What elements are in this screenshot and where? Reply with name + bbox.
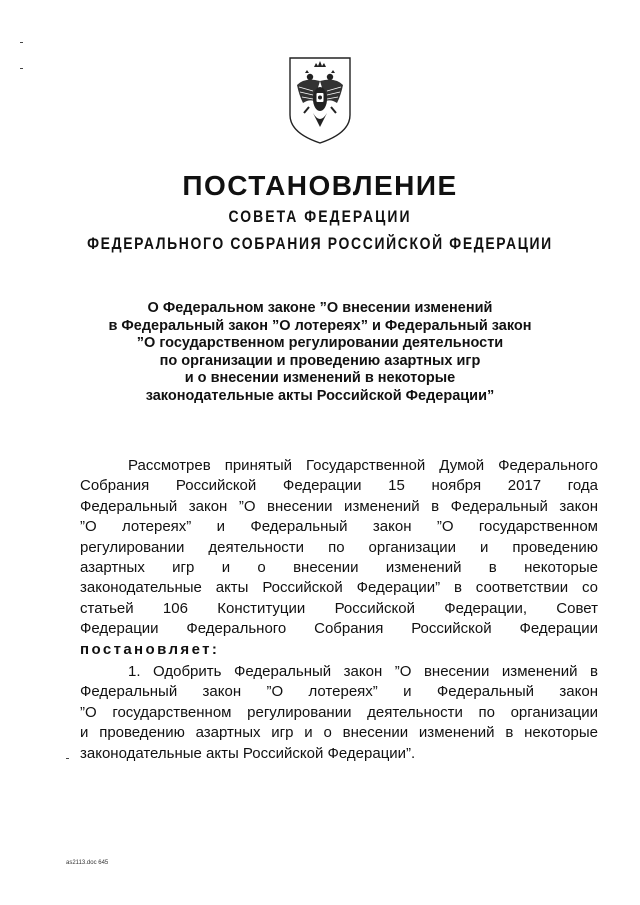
issuer-line-2: ФЕДЕРАЛЬНОГО СОБРАНИЯ РОССИЙСКОЙ ФЕДЕРАЦИИ [87,234,553,253]
document-title: ПОСТАНОВЛЕНИЕ [182,170,458,201]
heading-line: О Федеральном законе ”О внесении изменений [147,300,493,316]
paragraph-line: Федеральный закон ”О внесении изменений в Федеральный закон [80,497,598,515]
coat-of-arms-icon [287,55,353,145]
paragraph-line: и проведению азартных игр и о внесении изменений в некоторые [80,724,598,742]
issuer-line-1: СОВЕТА ФЕДЕРАЦИИ [228,207,412,226]
paragraph-line: 1. Одобрить Федеральный закон ”О внесении изменений в [128,663,598,680]
heading-line: и о внесении изменений в некоторые [184,370,456,386]
scan-mark [20,42,23,43]
scan-mark [66,758,69,759]
heading-line: законодательные акты Российской Федерации” [145,387,495,404]
paragraph-line: регулировании деятельности по организации и проведению [80,538,598,556]
file-code: as2113.doc 645 [66,860,109,866]
resolves-word: постановляет: [80,640,220,658]
scan-mark [20,68,23,69]
paragraph-line: Собрания Российской Федерации 15 ноября 2017 года [80,477,598,495]
paragraph-line: ”О государственном регулировании деятельности по организации [80,703,598,721]
paragraph-line: Федеральный закон ”О лотереях” и Федеральный закон [80,683,598,701]
paragraph-line: ”О лотереях” и Федеральный закон ”О государственном [80,518,598,536]
resolution-heading [100,300,540,405]
paragraph-line: законодательные акты Российской Федерации” в соответствии со [80,579,598,597]
paragraph-line: Федерации Федерального Собрания Российской Федерации [80,620,598,638]
paragraph-line: Рассмотрев принятый Государственной Думой Федерального [128,457,598,474]
paragraph-line: законодательные акты Российской Федерации”. [80,744,416,762]
paragraph-line: азартных игр и о внесении изменений в некоторые [80,559,598,577]
heading-line: в Федеральный закон ”О лотереях” и Федеральный закон [108,317,532,334]
preamble-paragraph [80,456,598,660]
resolution-item-1 [80,662,598,764]
heading-line: по организации и проведению азартных игр [159,352,481,369]
paragraph-line: статьей 106 Конституции Российской Федерации, Совет [80,599,598,617]
heading-line: ”О государственном регулировании деятельности [136,335,504,351]
